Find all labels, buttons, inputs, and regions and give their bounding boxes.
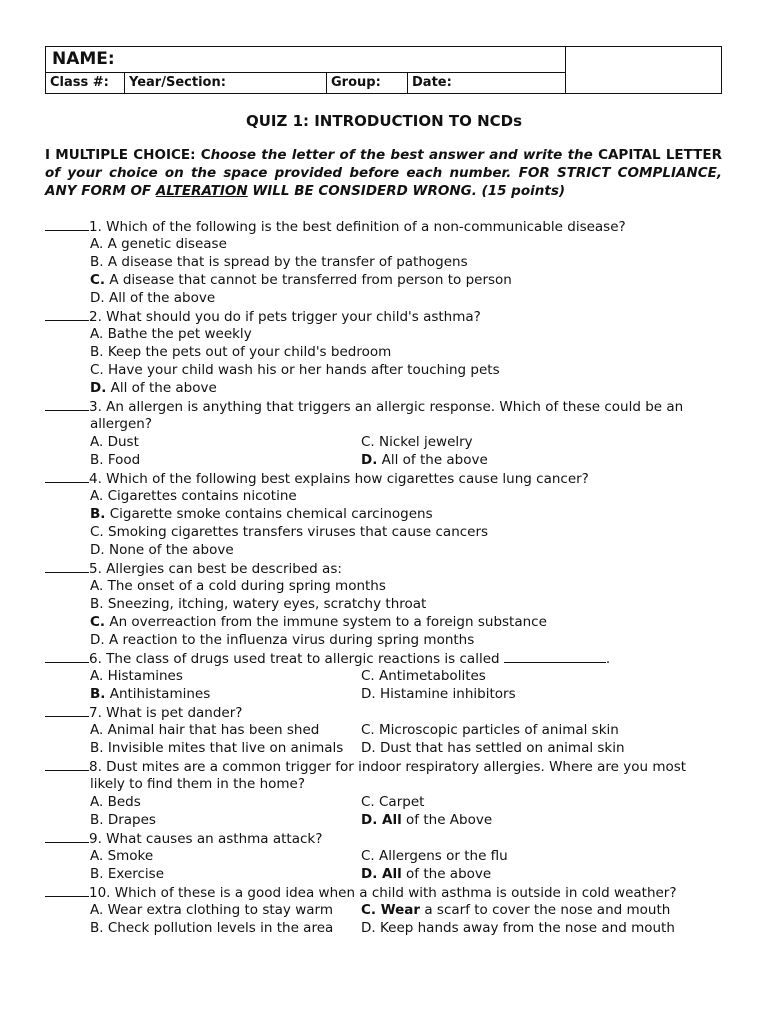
q2-option-d — [90, 380, 217, 396]
answer-blank-3[interactable] — [45, 398, 89, 411]
q6-option-b — [90, 686, 210, 702]
answer-blank-6[interactable] — [45, 650, 89, 663]
q8-d-text: of the Above — [401, 812, 493, 828]
question-3-stem — [45, 398, 683, 415]
student-info-table — [45, 46, 722, 94]
date-label: Date: — [412, 75, 452, 90]
q7-option-b: B. Invisible mites that live on animals — [90, 740, 344, 756]
class-label: Class #: — [50, 75, 109, 90]
q9-stem-text: 9. What causes an asthma attack? — [89, 831, 323, 847]
answer-blank-1[interactable] — [45, 218, 89, 231]
info-row — [46, 73, 566, 93]
q10-stem-text: 10. Which of these is a good idea when a child with asthma is outside in cold weather? — [89, 885, 677, 901]
q2-option-c: C. Have your child wash his or her hands after touching pets — [90, 362, 500, 378]
q4-option-b — [90, 506, 433, 522]
q5-option-b: B. Sneezing, itching, watery eyes, scratchy throat — [90, 596, 427, 612]
q4-option-a: A. Cigarettes contains nicotine — [90, 488, 297, 504]
q5-c-letter: C. — [90, 614, 106, 630]
q6-option-d: D. Histamine inhibitors — [361, 686, 516, 702]
q9-option-b: B. Exercise — [90, 866, 165, 882]
q7-option-a: A. Animal hair that has been shed — [90, 722, 320, 738]
name-field[interactable] — [46, 47, 566, 73]
q9-d-letter: D. All — [361, 866, 402, 882]
q3-d-letter: D. — [361, 452, 378, 468]
q2-d-letter: D. — [90, 380, 107, 396]
question-9-stem — [45, 830, 322, 847]
q6-option-c: C. Antimetabolites — [361, 668, 486, 684]
q7-stem-text: 7. What is pet dander? — [89, 705, 243, 721]
instr-part3: CAPITAL LETTER — [598, 147, 722, 163]
page-title: QUIZ 1: INTRODUCTION TO NCDs — [245, 112, 523, 130]
q4-stem-text: 4. Which of the following best explains how cigarettes cause lung cancer? — [89, 471, 589, 487]
q5-option-a: A. The onset of a cold during spring months — [90, 578, 386, 594]
q5-option-d: D. A reaction to the influenza virus during spring months — [90, 632, 475, 648]
q4-option-c: C. Smoking cigarettes transfers viruses that cause cancers — [90, 524, 489, 540]
q3-option-c: C. Nickel jewelry — [361, 434, 473, 450]
q8-option-d — [361, 812, 492, 828]
q4-b-text: Cigarette smoke contains chemical carcinogens — [105, 506, 433, 522]
q1-option-c — [90, 272, 512, 288]
q10-c-text: a scarf to cover the nose and mouth — [420, 902, 671, 918]
q3-option-a: A. Dust — [90, 434, 139, 450]
q10-option-d: D. Keep hands away from the nose and mouth — [361, 920, 675, 936]
question-10-stem — [45, 884, 677, 901]
question-6-stem: 6. The class of drugs used treat to allergic reactions is called . — [45, 650, 610, 667]
q4-option-d: D. None of the above — [90, 542, 234, 558]
q8-option-c: C. Carpet — [361, 794, 425, 810]
year-section-label: Year/Section: — [129, 75, 226, 90]
q10-option-a: A. Wear extra clothing to stay warm — [90, 902, 333, 918]
date-field[interactable] — [408, 73, 564, 93]
answer-blank-5[interactable] — [45, 560, 89, 573]
q6-stem-text: 6. The class of drugs used treat to allergic reactions is called — [89, 651, 504, 667]
question-4-stem — [45, 470, 589, 487]
q1-option-d: D. All of the above — [90, 290, 216, 306]
q7-option-d: D. Dust that has settled on animal skin — [361, 740, 625, 756]
q1-option-b: B. A disease that is spread by the transfer of pathogens — [90, 254, 468, 270]
q9-option-a: A. Smoke — [90, 848, 154, 864]
instr-part4: of your choice on the space provided before each number. FOR STRICT COMPLIANCE, ANY FORM OF — [45, 165, 722, 199]
q3-stem-text: 3. An allergen is anything that triggers an allergic response. Which of these could be an — [89, 399, 684, 415]
q8-stem-text: 8. Dust mites are a common trigger for indoor respiratory allergies. Where are you most — [89, 759, 687, 775]
question-5-stem — [45, 560, 342, 577]
instr-part1: I MULTIPLE CHOICE: C — [45, 147, 211, 163]
q9-option-c: C. Allergens or the flu — [361, 848, 508, 864]
q3-option-b: B. Food — [90, 452, 141, 468]
q3-stem-cont: allergen? — [90, 416, 152, 432]
class-field[interactable] — [46, 73, 125, 93]
question-1-stem — [45, 218, 626, 235]
q5-c-text: An overreaction from the immune system to a foreign substance — [105, 614, 547, 630]
answer-blank-4[interactable] — [45, 470, 89, 483]
answer-blank-7[interactable] — [45, 704, 89, 717]
answer-blank-9[interactable] — [45, 830, 89, 843]
instr-part5: ALTERATION — [155, 183, 248, 199]
question-7-stem — [45, 704, 242, 721]
group-field[interactable] — [327, 73, 408, 93]
q5-option-c — [90, 614, 547, 630]
q2-option-b: B. Keep the pets out of your child's bedroom — [90, 344, 392, 360]
q3-option-d — [361, 452, 488, 468]
q10-c-letter: C. Wear — [361, 902, 421, 918]
answer-blank-2[interactable] — [45, 308, 89, 321]
q2-option-a: A. Bathe the pet weekly — [90, 326, 252, 342]
q1-option-a: A. A genetic disease — [90, 236, 227, 252]
q8-d-letter: D. All — [361, 812, 402, 828]
name-label: NAME: — [52, 49, 115, 69]
instr-part6: WILL BE CONSIDERD WRONG. (15 points) — [247, 183, 566, 199]
q9-option-d — [361, 866, 491, 882]
q5-stem-text: 5. Allergies can best be described as: — [89, 561, 342, 577]
instructions — [45, 146, 722, 200]
year-section-field[interactable] — [125, 73, 327, 93]
instr-part2: hoose the letter of the best answer and write the — [210, 147, 599, 163]
q4-b-letter: B. — [90, 506, 106, 522]
q1-c-text: A disease that cannot be transferred from person to person — [105, 272, 512, 288]
q2-d-text: All of the above — [106, 380, 217, 396]
q3-d-text: All of the above — [377, 452, 488, 468]
answer-blank-10[interactable] — [45, 884, 89, 897]
q1-c-letter: C. — [90, 272, 106, 288]
q8-option-a: A. Beds — [90, 794, 141, 810]
q8-option-b: B. Drapes — [90, 812, 156, 828]
q6-option-a: A. Histamines — [90, 668, 183, 684]
q1-stem-text: 1. Which of the following is the best definition of a non-communicable disease? — [89, 219, 626, 235]
q6-fill-blank — [504, 650, 606, 663]
q9-d-text: of the above — [401, 866, 492, 882]
question-8-stem — [45, 758, 686, 775]
q8-stem-cont: likely to find them in the home? — [90, 776, 306, 792]
q7-option-c: C. Microscopic particles of animal skin — [361, 722, 619, 738]
question-2-stem — [45, 308, 481, 325]
q2-stem-text: 2. What should you do if pets trigger your child's asthma? — [89, 309, 481, 325]
group-label: Group: — [331, 75, 381, 90]
q10-option-b: B. Check pollution levels in the area — [90, 920, 334, 936]
q6-b-text: Antihistamines — [105, 686, 211, 702]
answer-blank-8[interactable] — [45, 758, 89, 771]
q6-b-letter: B. — [90, 686, 106, 702]
q10-option-c — [361, 902, 670, 918]
